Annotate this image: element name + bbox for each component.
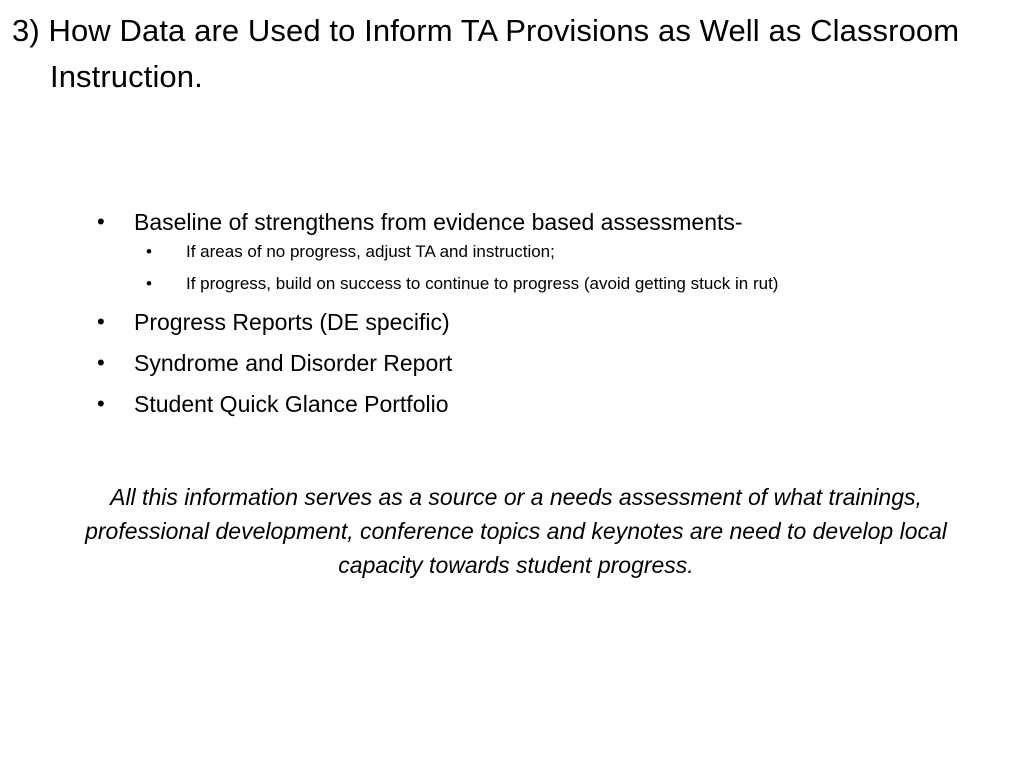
bullet-item <box>0 208 1024 295</box>
bullet-item <box>0 390 1024 418</box>
slide-title: 3) How Data are Used to Inform TA Provisions as Well as Classroom Instruction. <box>12 13 960 94</box>
bullet-icon: • <box>97 350 105 375</box>
sub-bullet-item <box>0 273 1024 295</box>
bullet-text: Baseline of strengthens from evidence based assessments- <box>134 209 743 235</box>
sub-bullet-text: If areas of no progress, adjust TA and instruction; <box>186 242 555 261</box>
sub-bullet-text: If progress, build on success to continue to progress (avoid getting stuck in rut) <box>186 274 779 293</box>
bullet-icon: • <box>97 209 105 234</box>
sub-bullet-item <box>0 241 1024 263</box>
bullet-list <box>0 208 1024 431</box>
bullet-text: Student Quick Glance Portfolio <box>134 391 449 417</box>
summary-note: All this information serves as a source or a needs assessment of what trainings, professional development, conference topics and keynotes are need to develop local capacity towards student progress. <box>85 484 947 578</box>
bullet-icon: • <box>97 391 105 416</box>
bullet-icon: • <box>146 242 152 261</box>
bullet-text: Syndrome and Disorder Report <box>134 350 453 376</box>
bullet-text: Progress Reports (DE specific) <box>134 309 450 335</box>
bullet-icon: • <box>97 309 105 334</box>
bullet-icon: • <box>146 274 152 293</box>
sub-bullet-list <box>134 241 1024 295</box>
bullet-item <box>0 349 1024 377</box>
bullet-item <box>0 308 1024 336</box>
